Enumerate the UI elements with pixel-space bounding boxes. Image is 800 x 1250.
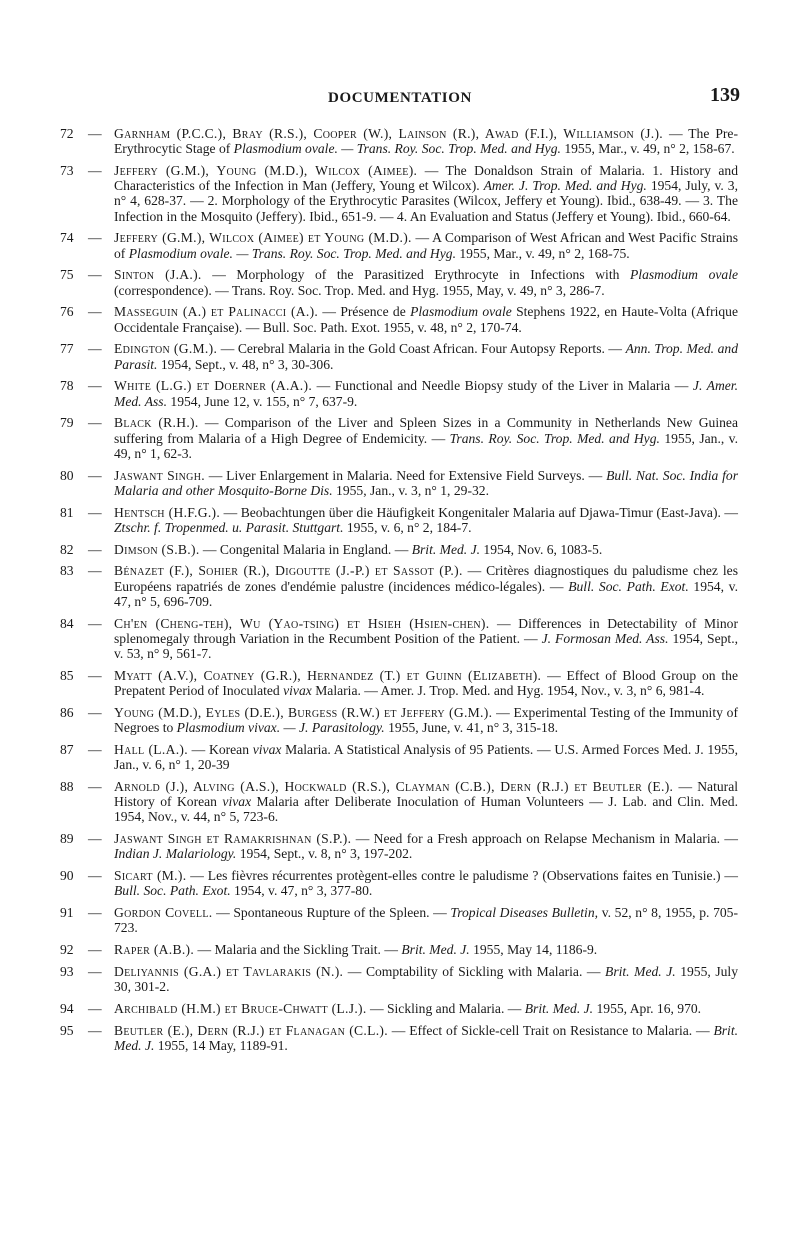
reference-journal: Plasmodium ovale [630, 267, 739, 283]
reference-journal: Amer. J. Trop. Med. and Hyg. [483, 178, 647, 194]
reference-dash: — [88, 267, 102, 283]
reference-number: 86 [60, 704, 74, 720]
reference-authors: Dimson (S.B.). [114, 541, 200, 557]
reference-citation: (correspondence). — Trans. Roy. Soc. Trop. Med. and Hyg. 1955, May, v. 49, n° 3, 286-7. [114, 282, 605, 298]
reference-entry [60, 163, 738, 224]
reference-title: — The Donaldson Strain of Malaria. 1. History and Characteristics of the Infection in Man (Jeffery, Young et Wilcox). [114, 163, 738, 194]
reference-journal: Brit. Med. J. [401, 942, 470, 958]
reference-entry [60, 542, 738, 557]
reference-number: 73 [60, 163, 74, 178]
reference-number: 78 [60, 378, 74, 394]
reference-number: 92 [60, 942, 74, 958]
reference-journal: Bull. Nat. Soc. India for Malaria and other Mosquito-Borne Dis. [114, 467, 738, 498]
reference-entry [60, 779, 738, 825]
reference-dash: — [88, 230, 102, 246]
reference-authors: Young (M.D.), Eyles (D.E.), Burgess (R.W.) et Jeffery (G.M.). [114, 704, 493, 720]
reference-citation: 1954, Sept., v. 8, n° 3, 197-202. [236, 846, 413, 862]
reference-authors: Masseguin (A.) et Palinacci (A.). [114, 304, 319, 320]
reference-number: 89 [60, 831, 74, 847]
reference-entry [60, 267, 738, 297]
reference-journal: Ann. Trop. Med. and Parasit. [114, 341, 738, 372]
reference-journal: Bull. Soc. Path. Exot. [114, 883, 231, 899]
reference-entry [60, 668, 738, 698]
reference-entry [60, 415, 738, 461]
reference-journal: vivax [283, 683, 312, 699]
reference-citation: 1955, Jan., v. 49, n° 1, 62-3. [114, 430, 738, 461]
reference-title: — Comptability of Sickling with Malaria. — [343, 963, 606, 979]
reference-authors: Jaswant Singh et Ramakrishnan (S.P.). [114, 831, 352, 847]
page-number: 139 [710, 84, 740, 106]
reference-entry [60, 1023, 738, 1053]
reference-journal: Tropical Diseases Bulletin, [450, 905, 599, 921]
reference-citation: 1954, v. 47, n° 3, 377-80. [230, 883, 373, 899]
reference-number: 88 [60, 778, 74, 794]
reference-authors: Jaswant Singh. [114, 467, 205, 483]
reference-number: 74 [60, 230, 74, 246]
reference-number: 79 [60, 415, 74, 431]
reference-title: — Beobachtungen über die Häufigkeit Kongenitaler Malaria auf Djawa-Timur (East-Java). — [220, 504, 738, 520]
reference-entry [60, 942, 738, 957]
reference-number: 77 [60, 341, 74, 357]
reference-citation: 1955, Jan., v. 3, n° 1, 29-32. [332, 482, 489, 498]
reference-journal: vivax [222, 794, 252, 810]
reference-title: — Les fièvres récurrentes protègent-elles contre le paludisme ? (Observations faites en Tunisie.) — [186, 868, 738, 884]
reference-dash: — [88, 467, 102, 483]
reference-number: 85 [60, 667, 74, 683]
reference-authors: Hall (L.A.). [114, 741, 188, 757]
reference-citation: 1955, May 14, 1186-9. [469, 942, 598, 958]
reference-citation: 1955, Mar., v. 49, n° 2, 158-67. [560, 141, 735, 157]
reference-entry [60, 341, 738, 371]
reference-entry [60, 1001, 738, 1016]
reference-dash: — [88, 778, 102, 794]
reference-citation: Malaria. A Statistical Analysis of 95 Patients. — U.S. Armed Forces Med. J. 1955, Jan., v. 6, n° 1, 20-39 [114, 741, 738, 773]
reference-entry [60, 705, 738, 735]
reference-dash: — [88, 1022, 102, 1038]
reference-journal: J. Formosan Med. Ass. [541, 630, 669, 646]
reference-entry [60, 468, 738, 498]
reference-dash: — [88, 378, 102, 394]
reference-citation: 1955, July 30, 301-2. [114, 963, 738, 995]
reference-authors: Sinton (J.A.). [114, 267, 202, 283]
reference-journal: Brit. Med. J. [524, 1000, 594, 1016]
reference-citation: Malaria. — Amer. J. Trop. Med. and Hyg. 1954, Nov., v. 3, n° 6, 981-4. [311, 683, 705, 699]
reference-citation: 1954, Sept., v. 48, n° 3, 30-306. [157, 356, 334, 372]
reference-dash: — [88, 304, 102, 320]
page-header [60, 84, 740, 114]
reference-number: 82 [60, 541, 74, 557]
reference-dash: — [88, 667, 102, 683]
reference-entry [60, 831, 738, 861]
reference-journal: Plasmodium ovale. — Trans. Roy. Soc. Trop. Med. and Hyg. [233, 141, 561, 157]
reference-citation: 1955, 14 May, 1189-91. [154, 1037, 288, 1053]
reference-authors: Sicart (M.). [114, 868, 187, 884]
reference-title: — Differences in Detectability of Minor splenomegaly through Variation in the Recumbent Position of the Patient. — [114, 615, 738, 646]
reference-citation: 1955, Mar., v. 49, n° 2, 168-75. [455, 245, 630, 261]
reference-authors: Deliyannis (G.A.) et Tavlarakis (N.). [114, 963, 344, 979]
reference-number: 75 [60, 267, 74, 283]
reference-title: — Natural History of Korean [114, 778, 739, 810]
reference-journal: Brit. Med. J. [605, 963, 676, 979]
reference-number: 87 [60, 741, 74, 757]
reference-authors: Beutler (E.), Dern (R.J.) et Flanagan (C.L.). [114, 1022, 388, 1038]
reference-citation: 1954, Nov. 6, 1083-5. [480, 541, 603, 557]
reference-number: 81 [60, 504, 74, 520]
reference-number: 84 [60, 615, 74, 631]
reference-entry [60, 868, 738, 898]
reference-journal: Indian J. Malariology. [114, 846, 237, 862]
reference-authors: Arnold (J.), Alving (A.S.), Hockwald (R.S.), Clayman (C.B.), Dern (R.J.) et Beutler (E.). [114, 778, 674, 794]
reference-citation: 1955, June, v. 41, n° 3, 315-18. [384, 720, 559, 736]
reference-journal: J. Amer. Med. Ass. [114, 378, 738, 409]
reference-journal: Ztschr. f. Tropenmed. u. Parasit. Stuttgart. [114, 519, 344, 535]
reference-citation: v. 52, n° 8, 1955, p. 705-723. [114, 905, 738, 936]
reference-journal: Plasmodium ovale. — Trans. Roy. Soc. Trop. Med. and Hyg. [128, 245, 456, 261]
reference-authors: Bénazet (F.), Sohier (R.), Digoutte (J.-P.) et Sassot (P.). [114, 563, 463, 579]
reference-title: — Morphology of the Parasitized Erythrocyte in Infections with [201, 267, 630, 283]
reference-number: 80 [60, 467, 74, 483]
reference-title: — Sickling and Malaria. — [366, 1000, 525, 1016]
reference-dash: — [88, 942, 102, 958]
reference-authors: Jeffery (G.M.), Wilcox (Aimee) et Young (M.D.). [114, 230, 412, 246]
reference-title: — Cerebral Malaria in the Gold Coast African. Four Autopsy Reports. — [217, 341, 626, 357]
reference-entry [60, 563, 738, 609]
reference-number: 91 [60, 905, 74, 921]
reference-dash: — [88, 563, 102, 579]
reference-entry [60, 505, 738, 535]
reference-dash: — [88, 163, 102, 178]
reference-entry [60, 742, 738, 772]
reference-number: 76 [60, 304, 74, 320]
reference-title: — Malaria and the Sickling Trait. — [194, 942, 402, 958]
reference-authors: Ch'en (Cheng-teh), Wu (Yao-tsing) et Hsieh (Hsien-chen). [114, 615, 490, 631]
reference-title: — Effect of Sickle-cell Trait on Resistance to Malaria. — [387, 1022, 714, 1038]
reference-title: — Comparison of the Liver and Spleen Sizes in a Community in Netherlands New Guinea suffering from Malaria of a High Degree of Endemicity. — [114, 415, 738, 446]
reference-title: — Need for a Fresh approach on Relapse Mechanism in Malaria. — [351, 831, 739, 847]
reference-authors: Myatt (A.V.), Coatney (G.R.), Hernandez (T.) et Guinn (Elizabeth). [114, 667, 542, 683]
reference-entry [60, 905, 738, 935]
reference-authors: White (L.G.) et Doerner (A.A.). [114, 378, 313, 394]
reference-title: — Korean [187, 741, 253, 757]
reference-citation: 1954, v. 47, n° 5, 696-709. [114, 578, 738, 609]
reference-dash: — [88, 905, 102, 921]
reference-citation: Stephens 1922, en Haute-Volta (Afrique Occidentale Française). — Bull. Soc. Path. Exot. 1955, v. 48, n° 2, 170-74. [114, 304, 739, 335]
reference-title: — Functional and Needle Biopsy study of the Liver in Malaria — [312, 378, 693, 394]
reference-journal: Brit. Med. J. [411, 541, 481, 557]
reference-entry [60, 126, 738, 156]
reference-number: 95 [60, 1022, 74, 1038]
reference-title: — Experimental Testing of the Immunity of Negroes to [114, 704, 738, 736]
reference-authors: Hentsch (H.F.G.). [114, 504, 221, 520]
reference-title: — A Comparison of West African and West Pacific Strains of [114, 230, 738, 261]
reference-citation: 1955, Apr. 16, 970. [593, 1000, 702, 1016]
reference-title: — Liver Enlargement in Malaria. Need for Extensive Field Surveys. — [204, 467, 607, 483]
reference-entry [60, 230, 738, 260]
reference-journal: Plasmodium ovale [410, 304, 512, 320]
reference-citation: 1955, v. 6, n° 2, 184-7. [343, 519, 472, 535]
reference-dash: — [88, 831, 102, 847]
reference-citation: Malaria after Deliberate Inoculation of Human Volunteers — J. Lab. and Clin. Med. 1954, Nov., v. 44, n° 5, 723-6. [114, 794, 739, 825]
reference-title: — The Pre-Erythrocytic Stage of [114, 126, 738, 157]
reference-dash: — [88, 126, 102, 141]
reference-dash: — [88, 615, 102, 631]
reference-title: — Critères diagnostiques du paludisme chez les Européens rapatriés de zones d'endémie palustre (incidences médico-légales). — [114, 563, 738, 594]
reference-entry [60, 964, 738, 994]
reference-title: — Congenital Malaria in England. — [199, 541, 412, 557]
reference-dash: — [88, 415, 102, 431]
reference-number: 94 [60, 1000, 74, 1016]
reference-dash: — [88, 1000, 102, 1016]
reference-title: — Présence de [318, 304, 411, 320]
reference-list [60, 126, 738, 1060]
reference-number: 83 [60, 563, 74, 579]
reference-journal: Bull. Soc. Path. Exot. [568, 578, 689, 594]
reference-dash: — [88, 741, 102, 757]
reference-authors: Black (R.H.). [114, 415, 199, 431]
reference-journal: vivax [252, 741, 282, 757]
reference-number: 90 [60, 868, 74, 884]
reference-dash: — [88, 963, 102, 979]
reference-authors: Edington (G.M.). [114, 341, 218, 357]
reference-dash: — [88, 504, 102, 520]
reference-citation: 1954, June 12, v. 155, n° 7, 637-9. [167, 393, 358, 409]
reference-authors: Archibald (H.M.) et Bruce-Chwatt (L.J.). [114, 1000, 367, 1016]
reference-citation: 1954, Sept., v. 53, n° 9, 561-7. [114, 630, 738, 662]
reference-journal: Plasmodium vivax. — J. Parasitology. [176, 720, 385, 736]
reference-dash: — [88, 341, 102, 357]
reference-entry [60, 616, 738, 662]
reference-journal: Trans. Roy. Soc. Trop. Med. and Hyg. [449, 430, 660, 446]
reference-authors: Gordon Covell. [114, 905, 213, 921]
reference-entry [60, 378, 738, 408]
reference-dash: — [88, 541, 102, 557]
reference-dash: — [88, 868, 102, 884]
reference-title: — Spontaneous Rupture of the Spleen. — [212, 905, 451, 921]
reference-authors: Jeffery (G.M.), Young (M.D.), Wilcox (Aimee). [114, 163, 418, 178]
reference-citation: 1954, July, v. 3, n° 4, 628-37. — 2. Morphology of the Erythrocytic Parasites (Wilcox, Jeffery et Young). Ibid., 638-49. — 3. The Infection in the Mosquito (Jeffery). Ibid., 651-9. — 4. An Evaluation and Status (Jeffery et Young). Ibid., 660-64. [114, 178, 739, 224]
reference-title: — Effect of Blood Group on the Prepatent Period of Inoculated [114, 667, 738, 699]
reference-authors: Raper (A.B.). [114, 942, 195, 958]
reference-number: 72 [60, 126, 74, 141]
reference-authors: Garnham (P.C.C.), Bray (R.S.), Cooper (W.), Lainson (R.), Awad (F.I.), Williamson (J.). [114, 126, 663, 141]
reference-number: 93 [60, 963, 74, 979]
running-head: DOCUMENTATION [328, 90, 472, 106]
reference-entry [60, 304, 738, 334]
reference-journal: Brit. Med. J. [114, 1022, 738, 1053]
reference-dash: — [88, 704, 102, 720]
